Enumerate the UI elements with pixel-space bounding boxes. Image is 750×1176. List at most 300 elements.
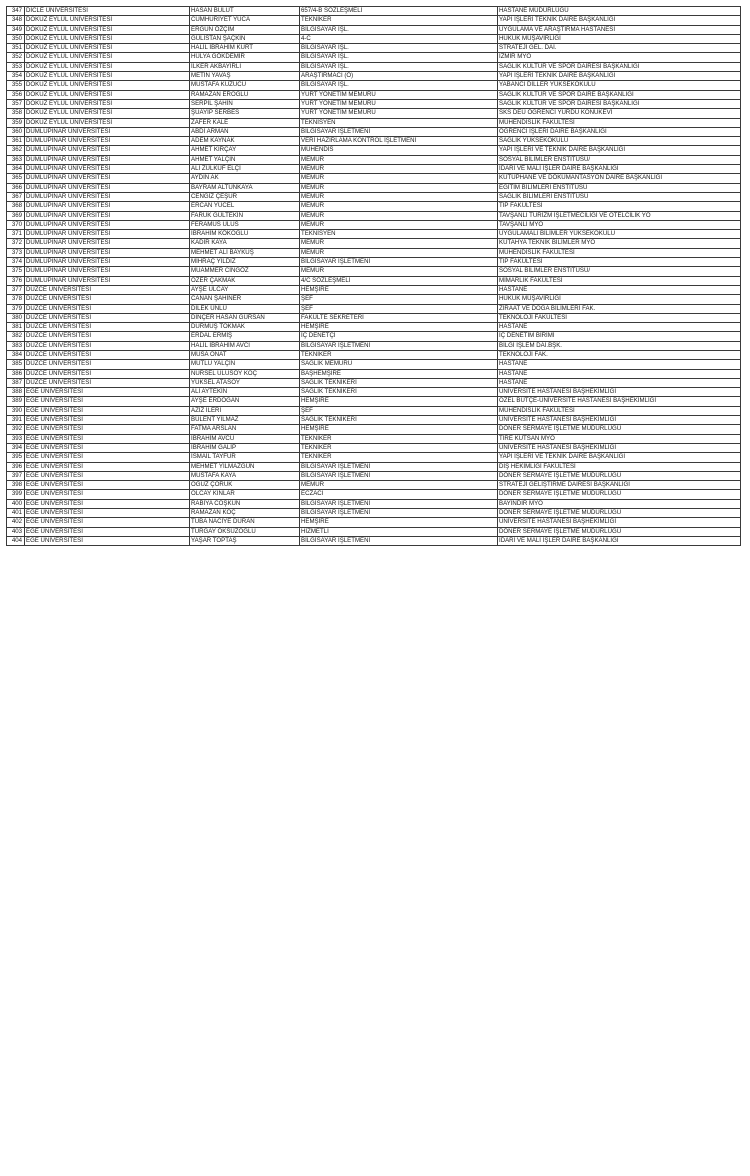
department-cell: MÜHENDİSLİK FAKÜLTESİ [498, 118, 741, 127]
job-title-cell: MEMUR [300, 481, 498, 490]
department-cell: İDARİ VE MALİ İŞLER DAİRE BAŞKANLIĞI [498, 536, 741, 545]
table-row [7, 425, 741, 434]
university-cell: DUMLUPINAR ÜNİVERSİTESİ [25, 165, 190, 174]
person-name-cell: METİN YAVAŞ [190, 72, 300, 81]
job-title-cell: BİLGİSAYAR İŞLETMENİ [300, 258, 498, 267]
university-cell: DOKUZ EYLÜL ÜNİVERSİTESİ [25, 118, 190, 127]
person-name-cell: HASAN BULUT [190, 7, 300, 16]
university-cell: EGE ÜNİVERSİTESİ [25, 536, 190, 545]
job-title-cell: BİLGİSAYAR İŞLETMENİ [300, 462, 498, 471]
department-cell: ÜNİVERSİTE HASTANESİ BAŞHEKİMLİĞİ [498, 518, 741, 527]
university-cell: EGE ÜNİVERSİTESİ [25, 490, 190, 499]
job-title-cell: HEMŞİRE [300, 425, 498, 434]
table-row [7, 406, 741, 415]
department-cell: SOSYAL BİLİMLER ENSTİTÜSÜ/ [498, 267, 741, 276]
person-name-cell: ADEM KAYNAK [190, 137, 300, 146]
staff-list-body [7, 7, 741, 546]
person-name-cell: CENGİZ ÇEŞUR [190, 192, 300, 201]
table-row [7, 202, 741, 211]
university-cell: DÜZCE ÜNİVERSİTESİ [25, 360, 190, 369]
university-cell: DÜZCE ÜNİVERSİTESİ [25, 332, 190, 341]
row-number-cell: 375 [7, 267, 25, 276]
person-name-cell: NURSEL ULUSOY KOÇ [190, 369, 300, 378]
table-row [7, 509, 741, 518]
person-name-cell: YAŞAR TOPTAŞ [190, 536, 300, 545]
job-title-cell: TEKNİKER [300, 434, 498, 443]
university-cell: DOKUZ EYLÜL ÜNİVERSİTESİ [25, 53, 190, 62]
university-cell: DÜZCE ÜNİVERSİTESİ [25, 369, 190, 378]
job-title-cell: 657/4-B SÖZLEŞMELİ [300, 7, 498, 16]
row-number-cell: 398 [7, 481, 25, 490]
table-row [7, 192, 741, 201]
department-cell: SAĞLIK KÜLTÜR VE SPOR DAİRESİ BAŞKANLIĞI [498, 62, 741, 71]
table-row [7, 239, 741, 248]
person-name-cell: MİHRAÇ YILDIZ [190, 258, 300, 267]
university-cell: DOKUZ EYLÜL ÜNİVERSİTESİ [25, 99, 190, 108]
table-row [7, 34, 741, 43]
job-title-cell: SAĞLIK MEMURU [300, 360, 498, 369]
department-cell: ÜNİVERSİTE HASTANESİ BAŞHEKİMLİĞİ [498, 443, 741, 452]
row-number-cell: 352 [7, 53, 25, 62]
job-title-cell: MEMUR [300, 239, 498, 248]
job-title-cell: TEKNİKER [300, 453, 498, 462]
table-row [7, 127, 741, 136]
table-row [7, 99, 741, 108]
university-cell: EGE ÜNİVERSİTESİ [25, 416, 190, 425]
job-title-cell: VERİ HAZIRLAMA KONTROL İŞLETMENİ [300, 137, 498, 146]
table-row [7, 7, 741, 16]
department-cell: HASTANE [498, 369, 741, 378]
job-title-cell: ŞEF [300, 295, 498, 304]
job-title-cell: YURT YÖNETİM MEMURU [300, 109, 498, 118]
table-row [7, 267, 741, 276]
row-number-cell: 395 [7, 453, 25, 462]
job-title-cell: HEMŞİRE [300, 397, 498, 406]
person-name-cell: ŞUAYİP SERBES [190, 109, 300, 118]
university-cell: DUMLUPINAR ÜNİVERSİTESİ [25, 220, 190, 229]
row-number-cell: 394 [7, 443, 25, 452]
table-row [7, 295, 741, 304]
university-cell: EGE ÜNİVERSİTESİ [25, 388, 190, 397]
table-row [7, 118, 741, 127]
table-row [7, 183, 741, 192]
job-title-cell: BİLGİSAYAR İŞLETMENİ [300, 471, 498, 480]
row-number-cell: 399 [7, 490, 25, 499]
row-number-cell: 392 [7, 425, 25, 434]
table-row [7, 341, 741, 350]
person-name-cell: MEHMET ALİ BAYKUŞ [190, 248, 300, 257]
row-number-cell: 380 [7, 313, 25, 322]
table-row [7, 313, 741, 322]
row-number-cell: 369 [7, 211, 25, 220]
university-cell: EGE ÜNİVERSİTESİ [25, 499, 190, 508]
person-name-cell: AZİZ İLERİ [190, 406, 300, 415]
job-title-cell: BİLGİSAYAR İŞLETMENİ [300, 499, 498, 508]
person-name-cell: YÜKSEL ATASOY [190, 378, 300, 387]
department-cell: SAĞLIK BİLİMLERİ ENSTİTÜSÜ [498, 192, 741, 201]
table-row [7, 518, 741, 527]
job-title-cell: 4/C SÖZLEŞMELİ [300, 276, 498, 285]
row-number-cell: 383 [7, 341, 25, 350]
job-title-cell: YURT YÖNETİM MEMURU [300, 90, 498, 99]
job-title-cell: BİLGİSAYAR İŞL. [300, 62, 498, 71]
job-title-cell: SAĞLIK TEKNİKERİ [300, 378, 498, 387]
job-title-cell: BİLGİSAYAR İŞL. [300, 44, 498, 53]
department-cell: ÖZEL BÜTÇE-ÜNİVERSİTE HASTANESİ BAŞHEKİMLİĞİ [498, 397, 741, 406]
department-cell: SKS DEÜ ÖĞRENCİ YURDU KONUKEVİ [498, 109, 741, 118]
university-cell: EGE ÜNİVERSİTESİ [25, 406, 190, 415]
university-cell: DUMLUPINAR ÜNİVERSİTESİ [25, 155, 190, 164]
row-number-cell: 367 [7, 192, 25, 201]
job-title-cell: BİLGİSAYAR İŞL. [300, 81, 498, 90]
table-row [7, 137, 741, 146]
university-cell: DÜZCE ÜNİVERSİTESİ [25, 323, 190, 332]
table-row [7, 25, 741, 34]
job-title-cell: YURT YÖNETİM MEMURU [300, 99, 498, 108]
university-cell: DİCLE ÜNİVERSİTESİ [25, 7, 190, 16]
person-name-cell: KADİR KAYA [190, 239, 300, 248]
department-cell: YAPI İŞLERİ VE TEKNİK DAİRE BAŞKANLIĞI [498, 453, 741, 462]
row-number-cell: 364 [7, 165, 25, 174]
person-name-cell: MUTLU YALÇIN [190, 360, 300, 369]
row-number-cell: 366 [7, 183, 25, 192]
job-title-cell: TEKNİKER [300, 350, 498, 359]
person-name-cell: OĞUZ ÇORUK [190, 481, 300, 490]
table-row [7, 81, 741, 90]
row-number-cell: 391 [7, 416, 25, 425]
table-row [7, 443, 741, 452]
university-cell: DUMLUPINAR ÜNİVERSİTESİ [25, 230, 190, 239]
table-row [7, 350, 741, 359]
job-title-cell: ECZACI [300, 490, 498, 499]
job-title-cell: MEMUR [300, 248, 498, 257]
row-number-cell: 363 [7, 155, 25, 164]
university-cell: DÜZCE ÜNİVERSİTESİ [25, 285, 190, 294]
person-name-cell: MUSTAFA KUZUCU [190, 81, 300, 90]
university-cell: DUMLUPINAR ÜNİVERSİTESİ [25, 202, 190, 211]
person-name-cell: ERGUN ÖZÇİM [190, 25, 300, 34]
job-title-cell: TEKNİSYEN [300, 118, 498, 127]
person-name-cell: TURGAY ÖKSÜZOĞLU [190, 527, 300, 536]
table-row [7, 16, 741, 25]
row-number-cell: 404 [7, 536, 25, 545]
person-name-cell: MUSTAFA KAYA [190, 471, 300, 480]
job-title-cell: SAĞLIK TEKNİKERİ [300, 416, 498, 425]
department-cell: SAĞLIK YÜKSEKOKULU [498, 137, 741, 146]
department-cell: YAPI İŞLERİ TEKNİK DAİRE BAŞKANLIĞI [498, 72, 741, 81]
row-number-cell: 388 [7, 388, 25, 397]
row-number-cell: 397 [7, 471, 25, 480]
row-number-cell: 351 [7, 44, 25, 53]
job-title-cell: MEMUR [300, 155, 498, 164]
person-name-cell: BAYRAM ALTUNKAYA [190, 183, 300, 192]
university-cell: DOKUZ EYLÜL ÜNİVERSİTESİ [25, 44, 190, 53]
table-row [7, 434, 741, 443]
table-row [7, 53, 741, 62]
row-number-cell: 381 [7, 323, 25, 332]
university-cell: DUMLUPINAR ÜNİVERSİTESİ [25, 183, 190, 192]
job-title-cell: HİZMETLİ [300, 527, 498, 536]
person-name-cell: DİLEK ÜNLÜ [190, 304, 300, 313]
university-cell: DOKUZ EYLÜL ÜNİVERSİTESİ [25, 109, 190, 118]
job-title-cell: MEMUR [300, 165, 498, 174]
person-name-cell: HALİL İBRAHİM AVCI [190, 341, 300, 350]
row-number-cell: 348 [7, 16, 25, 25]
person-name-cell: ÖZER ÇAKMAK [190, 276, 300, 285]
job-title-cell: MEMUR [300, 174, 498, 183]
table-row [7, 378, 741, 387]
job-title-cell: BİLGİSAYAR İŞLETMENİ [300, 509, 498, 518]
job-title-cell: ARAŞTIRMACI (Ö) [300, 72, 498, 81]
university-cell: EGE ÜNİVERSİTESİ [25, 462, 190, 471]
person-name-cell: HALİL İBRAHİM KURT [190, 44, 300, 53]
person-name-cell: GÜLİSTAN ŞAÇKIN [190, 34, 300, 43]
job-title-cell: ŞEF [300, 304, 498, 313]
person-name-cell: MEHMET YILMAZGÜN [190, 462, 300, 471]
university-cell: EGE ÜNİVERSİTESİ [25, 397, 190, 406]
row-number-cell: 371 [7, 230, 25, 239]
university-cell: EGE ÜNİVERSİTESİ [25, 481, 190, 490]
row-number-cell: 386 [7, 369, 25, 378]
table-row [7, 258, 741, 267]
row-number-cell: 402 [7, 518, 25, 527]
department-cell: ZİRAAT VE DOĞA BİLİMLERİ FAK. [498, 304, 741, 313]
table-row [7, 285, 741, 294]
person-name-cell: FATMA ARSLAN [190, 425, 300, 434]
row-number-cell: 387 [7, 378, 25, 387]
table-row [7, 462, 741, 471]
department-cell: TEKNOLOJİ FAK. [498, 350, 741, 359]
university-cell: DUMLUPINAR ÜNİVERSİTESİ [25, 146, 190, 155]
person-name-cell: ABDİ ARMAN [190, 127, 300, 136]
table-row [7, 109, 741, 118]
person-name-cell: RABİYA COŞKUN [190, 499, 300, 508]
department-cell: HASTANE [498, 323, 741, 332]
row-number-cell: 396 [7, 462, 25, 471]
row-number-cell: 361 [7, 137, 25, 146]
row-number-cell: 377 [7, 285, 25, 294]
table-row [7, 44, 741, 53]
university-cell: DÜZCE ÜNİVERSİTESİ [25, 350, 190, 359]
table-row [7, 360, 741, 369]
row-number-cell: 382 [7, 332, 25, 341]
department-cell: UYGULAMA VE ARAŞTIRMA HASTANESİ [498, 25, 741, 34]
table-row [7, 146, 741, 155]
row-number-cell: 354 [7, 72, 25, 81]
university-cell: DOKUZ EYLÜL ÜNİVERSİTESİ [25, 62, 190, 71]
person-name-cell: OLCAY KINLAR [190, 490, 300, 499]
university-cell: DUMLUPINAR ÜNİVERSİTESİ [25, 248, 190, 257]
table-row [7, 155, 741, 164]
job-title-cell: MEMUR [300, 267, 498, 276]
person-name-cell: HÜLYA GÖKDEMİR [190, 53, 300, 62]
department-cell: SAĞLIK KÜLTÜR VE SPOR DAİRESİ BAŞKANLIĞI [498, 99, 741, 108]
department-cell: ÖĞRENCİ İŞLERİ DAİRE BAŞKANLIĞI [498, 127, 741, 136]
university-cell: DUMLUPINAR ÜNİVERSİTESİ [25, 137, 190, 146]
table-row [7, 90, 741, 99]
person-name-cell: İBRAHİM GALİP [190, 443, 300, 452]
table-row [7, 499, 741, 508]
job-title-cell: TEKNİKER [300, 443, 498, 452]
department-cell: HUKUK MÜŞAVİRLİĞİ [498, 295, 741, 304]
department-cell: İÇ DENETİM BİRİMİ [498, 332, 741, 341]
person-name-cell: BÜLENT YILMAZ [190, 416, 300, 425]
person-name-cell: İSMAİL TAYFUR [190, 453, 300, 462]
university-cell: DÜZCE ÜNİVERSİTESİ [25, 295, 190, 304]
table-row [7, 248, 741, 257]
department-cell: BAYINDIR MYO [498, 499, 741, 508]
department-cell: DÖNER SERMAYE İŞLETME MÜDÜRLÜĞÜ [498, 425, 741, 434]
row-number-cell: 384 [7, 350, 25, 359]
table-row [7, 276, 741, 285]
table-row [7, 369, 741, 378]
person-name-cell: ZAFER KALE [190, 118, 300, 127]
job-title-cell: SAĞLIK TEKNİKERİ [300, 388, 498, 397]
row-number-cell: 378 [7, 295, 25, 304]
department-cell: TEKNOLOJİ FAKÜLTESİ [498, 313, 741, 322]
university-cell: EGE ÜNİVERSİTESİ [25, 443, 190, 452]
row-number-cell: 403 [7, 527, 25, 536]
job-title-cell: BİLGİSAYAR İŞLETMENİ [300, 341, 498, 350]
row-number-cell: 353 [7, 62, 25, 71]
table-row [7, 165, 741, 174]
row-number-cell: 385 [7, 360, 25, 369]
job-title-cell: İÇ DENETÇİ [300, 332, 498, 341]
person-name-cell: AHMET YALÇIN [190, 155, 300, 164]
job-title-cell: MEMUR [300, 192, 498, 201]
row-number-cell: 362 [7, 146, 25, 155]
person-name-cell: AYŞE ERDOĞAN [190, 397, 300, 406]
university-cell: EGE ÜNİVERSİTESİ [25, 509, 190, 518]
person-name-cell: RAMAZAN KOÇ [190, 509, 300, 518]
job-title-cell: HEMŞİRE [300, 323, 498, 332]
table-row [7, 388, 741, 397]
job-title-cell: FAKÜLTE SEKRETERİ [300, 313, 498, 322]
university-cell: DUMLUPINAR ÜNİVERSİTESİ [25, 211, 190, 220]
table-row [7, 220, 741, 229]
job-title-cell: BİLGİSAYAR İŞLETMENİ [300, 127, 498, 136]
person-name-cell: SERPİL ŞAHİN [190, 99, 300, 108]
table-row [7, 481, 741, 490]
department-cell: İZMİR MYO [498, 53, 741, 62]
department-cell: DÖNER SERMAYE İŞLETME MÜDÜRLÜĞÜ [498, 471, 741, 480]
department-cell: UYGULAMALI BİLİMLER YÜKSEKOKULU [498, 230, 741, 239]
table-row [7, 536, 741, 545]
university-cell: EGE ÜNİVERSİTESİ [25, 527, 190, 536]
row-number-cell: 370 [7, 220, 25, 229]
department-cell: YABANCI DİLLER YÜKSEKOKULU [498, 81, 741, 90]
department-cell: BİLGİ İŞLEM DAİ.BŞK. [498, 341, 741, 350]
department-cell: ÜNİVERSİTE HASTANESİ BAŞHEKİMLİĞİ [498, 388, 741, 397]
department-cell: HASTANE [498, 285, 741, 294]
person-name-cell: ALİ ZÜLKÜF ELÇİ [190, 165, 300, 174]
person-name-cell: MUSA ONAT [190, 350, 300, 359]
row-number-cell: 359 [7, 118, 25, 127]
table-row [7, 304, 741, 313]
university-cell: DÜZCE ÜNİVERSİTESİ [25, 304, 190, 313]
university-cell: DUMLUPINAR ÜNİVERSİTESİ [25, 267, 190, 276]
university-cell: DÜZCE ÜNİVERSİTESİ [25, 313, 190, 322]
row-number-cell: 373 [7, 248, 25, 257]
person-name-cell: İBRAHİM KÖKOĞLU [190, 230, 300, 239]
department-cell: HUKUK MÜŞAVİRLİĞİ [498, 34, 741, 43]
university-cell: DUMLUPINAR ÜNİVERSİTESİ [25, 276, 190, 285]
job-title-cell: HEMŞİRE [300, 518, 498, 527]
department-cell: MÜHENDİSLİK FAKÜLTESİ [498, 248, 741, 257]
job-title-cell: 4-C [300, 34, 498, 43]
university-cell: DOKUZ EYLÜL ÜNİVERSİTESİ [25, 90, 190, 99]
row-number-cell: 379 [7, 304, 25, 313]
university-cell: DOKUZ EYLÜL ÜNİVERSİTESİ [25, 72, 190, 81]
job-title-cell: BAŞHEMŞİRE [300, 369, 498, 378]
university-cell: DUMLUPINAR ÜNİVERSİTESİ [25, 127, 190, 136]
row-number-cell: 357 [7, 99, 25, 108]
department-cell: MÜHENDİSLİK FAKÜLTESİ [498, 406, 741, 415]
university-cell: EGE ÜNİVERSİTESİ [25, 425, 190, 434]
department-cell: TAVŞANLI TURİZM İŞLETMECİLİĞİ VE OTELCİLİK YO [498, 211, 741, 220]
table-row [7, 453, 741, 462]
row-number-cell: 376 [7, 276, 25, 285]
department-cell: YAPI İŞLERİ TEKNİK DAİRE BAŞKANLIĞI [498, 16, 741, 25]
person-name-cell: DİNÇER HASAN GÜRSAN [190, 313, 300, 322]
university-cell: DÜZCE ÜNİVERSİTESİ [25, 341, 190, 350]
staff-list-table [6, 6, 741, 546]
university-cell: EGE ÜNİVERSİTESİ [25, 518, 190, 527]
row-number-cell: 372 [7, 239, 25, 248]
job-title-cell: MEMUR [300, 211, 498, 220]
row-number-cell: 358 [7, 109, 25, 118]
person-name-cell: ALİ AYTEKİN [190, 388, 300, 397]
department-cell: DİŞ HEKİMLİĞİ FAKÜLTESİ [498, 462, 741, 471]
university-cell: DUMLUPINAR ÜNİVERSİTESİ [25, 192, 190, 201]
department-cell: YAPI İŞLERİ VE TEKNİK DAİRE BAŞKANLIĞI [498, 146, 741, 155]
department-cell: TIP FAKÜLTESİ [498, 202, 741, 211]
row-number-cell: 356 [7, 90, 25, 99]
job-title-cell: ŞEF [300, 406, 498, 415]
row-number-cell: 400 [7, 499, 25, 508]
row-number-cell: 368 [7, 202, 25, 211]
person-name-cell: CANAN ŞAHİNER [190, 295, 300, 304]
person-name-cell: CUMHURİYET YUCA [190, 16, 300, 25]
department-cell: TIP FAKÜLTESİ [498, 258, 741, 267]
job-title-cell: BİLGİSAYAR İŞL. [300, 53, 498, 62]
university-cell: DUMLUPINAR ÜNİVERSİTESİ [25, 258, 190, 267]
row-number-cell: 374 [7, 258, 25, 267]
person-name-cell: MUAMMER CİNGÖZ [190, 267, 300, 276]
department-cell: MİMARLIK FAKÜLTESİ [498, 276, 741, 285]
department-cell: STRATEJİ GEL. DAİ. [498, 44, 741, 53]
department-cell: KÜTÜPHANE VE DÖKÜMANTASYON DAİRE BAŞKANLIĞI [498, 174, 741, 183]
department-cell: DÖNER SERMAYE İŞLETME MÜDÜRLÜĞÜ [498, 490, 741, 499]
person-name-cell: TUBA NACİYE DURAN [190, 518, 300, 527]
job-title-cell: TEKNİSYEN [300, 230, 498, 239]
department-cell: TİRE KUTSAN MYO [498, 434, 741, 443]
table-row [7, 323, 741, 332]
department-cell: KÜTAHYA TEKNİK BİLİMLER MYO [498, 239, 741, 248]
row-number-cell: 360 [7, 127, 25, 136]
table-row [7, 471, 741, 480]
person-name-cell: ERCAN YÜCEL [190, 202, 300, 211]
job-title-cell: BİLGİSAYAR İŞLETMENİ [300, 536, 498, 545]
job-title-cell: MEMUR [300, 202, 498, 211]
university-cell: DOKUZ EYLÜL ÜNİVERSİTESİ [25, 81, 190, 90]
row-number-cell: 390 [7, 406, 25, 415]
job-title-cell: TEKNİKER [300, 16, 498, 25]
table-row [7, 332, 741, 341]
department-cell: HASTANE [498, 360, 741, 369]
department-cell: DÖNER SERMAYE İŞLETME MÜDÜRLÜĞÜ [498, 527, 741, 536]
table-row [7, 230, 741, 239]
